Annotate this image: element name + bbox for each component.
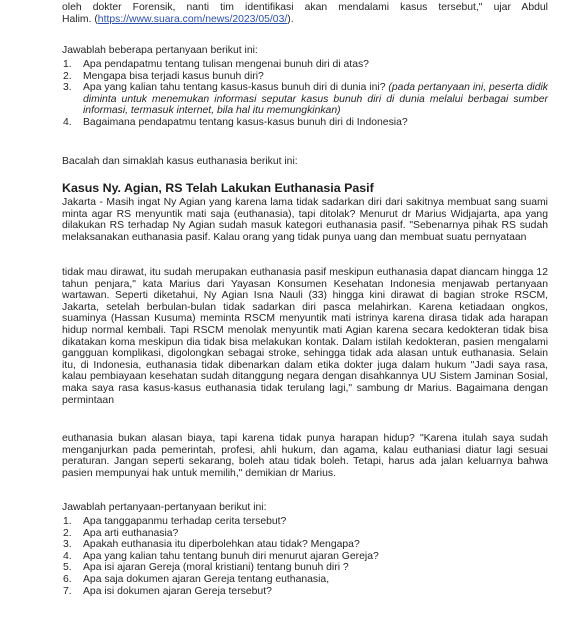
section1-prompt-text: Jawablah beberapa pertanyaan berikut ini:	[62, 45, 258, 56]
list-item	[62, 562, 548, 574]
source-link[interactable]: https://www.suara.com/news/2023/05/03/	[97, 13, 288, 25]
list-item	[62, 516, 548, 528]
question-text: Apakah euthanasia itu diperbolehkan atau tidak? Mengapa?	[83, 539, 360, 551]
list-item	[62, 574, 548, 586]
question-text: Apa saja dokumen ajaran Gereja tentang euthanasia,	[83, 573, 330, 585]
question-text: Apa arti euthanasia?	[83, 527, 179, 539]
section1-question-list	[62, 59, 548, 129]
question-text: Bagaimana pendapatmu tentang kasus-kasus bunuh diri di Indonesia?	[83, 116, 408, 128]
list-item	[62, 82, 548, 117]
list-item	[62, 539, 548, 551]
question-number: 6.	[63, 573, 72, 585]
question-text: Apa yang kalian tahu tentang kasus-kasus bunuh diri di dunia ini?	[83, 82, 386, 94]
article-paragraph-2	[62, 267, 548, 406]
question-text: Apa pendapatmu tentang tulisan mengenai bunuh diri di atas?	[83, 59, 369, 70]
question-text: Apa isi dokumen ajaran Gereja tersebut?	[83, 585, 272, 597]
question-number: 3.	[63, 82, 72, 94]
question-number: 2.	[63, 70, 72, 82]
section2-prompt	[62, 502, 548, 514]
intro-line-2-suffix: ).	[287, 13, 294, 25]
question-number: 4.	[63, 550, 72, 562]
question-number: 4.	[63, 116, 72, 128]
question-text: Mengapa bisa terjadi kasus bunuh diri?	[83, 70, 264, 82]
question-number: 1.	[63, 516, 72, 527]
article-title: Kasus Ny. Agian, RS Telah Lakukan Euthanasia Pasif	[62, 181, 374, 195]
intro-line-2	[62, 14, 548, 26]
section2-prompt-text: Jawablah pertanyaan-pertanyaan berikut ini:	[62, 502, 267, 513]
section1-prompt	[62, 45, 548, 57]
list-item	[62, 71, 548, 83]
reading-prompt-text: Bacalah dan simaklah kasus euthanasia berikut ini:	[62, 156, 298, 167]
intro-paragraph	[62, 2, 548, 25]
question-number: 3.	[63, 539, 72, 551]
question-number: 1.	[63, 59, 72, 70]
article-paragraph-2-text: tidak mau dirawat, itu sudah merupakan euthanasia pasif meskipun euthanasia dapat diancam hingga 12 tahun penjara," kata Marius dari Yayasan Konsumen Kesehatan Indonesia menjawab pertanyaan wartawan. Seperti diketahui, Ny Agian Isna Nauli (33) hingga kini dirawat di bagian stroke RSCM, Jakarta, setelah berbulan-bulan tidak sadarkan diri pasca melahirkan. Karena ketiadaan ongkos, suaminya (Hassan Kusuma) meminta RSCM menyuntik mati istrinya karena dirasa tidak ada harapan hidup normal kembali. Tapi RSCM menolak menyuntik mati Agian karena secara kedokteran tidak bisa dikatakan koma meskipun dia tidak bisa melakukan kontak. Dalam istilah kedokteran, pasien mengalami gangguan komplikasi, digolongkan sebagai stroke, sehingga tidak ada alasan untuk euthanasia. Selain itu, di Indonesia, euthanasia tidak dibenarkan dalam etika dokter juga dalam hukum "Jadi saya rasa, kalau pembiayaan kesehatan sudah ditanggung negara dengan disahkannya UU Sistem Jaminan Sosial, maka saya rasa kasus-kasus euthanasia tidak terulang lagi," sambung dr Marius. Bagaimana dengan permintaan	[62, 267, 548, 406]
question-number: 5.	[63, 562, 72, 574]
question-text: Apa yang kalian tahu tentang bunuh diri menurut ajaran Gereja?	[83, 550, 379, 562]
question-number: 2.	[63, 527, 72, 539]
intro-line-2-prefix: Halim. (	[62, 13, 98, 25]
article-paragraph-1-text: Jakarta - Masih ingat Ny Agian yang karena lama tidak sadarkan diri dari sakitnya membuat sang suami minta agar RS menyuntik mati saja (euthanasia), tapi ditolak? Menurut dr Marius Widjajarta, apa yang dilakukan RS terhadap Ny Agian sudah masuk kategori euthanasia pasif. "Sebenarnya pihak RS sudah melaksanakan euthanasia pasif. Kalau orang yang tidak punya uang dan membuat suatu pernyataan	[62, 197, 548, 243]
list-item	[62, 528, 548, 540]
question-number: 7.	[63, 585, 72, 597]
article-paragraph-3-text: euthanasia bukan alasan biaya, tapi karena tidak punya harapan hidup? "Karena itulah saya sudah menganjurkan pada pemerintah, profesi, ahli hukum, dan agama, kalau euthaniasi diatur lagi sesuai peraturan. Jangan seperti sekarang, boleh atau tidak boleh. Tetapi, harus ada jalan keluarnya bahwa pasien mempunyai hak untuk memilih," demikian dr Marius.	[62, 433, 548, 479]
list-item	[62, 586, 548, 598]
list-item	[62, 117, 548, 129]
article-paragraph-1	[62, 197, 548, 243]
intro-line-1: oleh dokter Forensik, nanti tim identifikasi akan mendalami kasus tersebut," ujar Abdul	[62, 2, 548, 13]
article-paragraph-3	[62, 433, 548, 479]
list-item	[62, 551, 548, 563]
question-text: Apa tanggapanmu terhadap cerita tersebut?	[83, 516, 287, 527]
section2-question-list	[62, 516, 548, 597]
reading-prompt	[62, 156, 548, 168]
question-text: Apa isi ajaran Gereja (moral kristiani) tentang bunuh diri ?	[83, 562, 349, 574]
list-item	[62, 59, 548, 71]
question-note: (pada pertanyaan ini, peserta didik diminta untuk menemukan informasi seputar kasus bunuh diri di dunia melalui berbagai sumber informasi, termasuk internet, bila hal itu memungkinkan)	[83, 82, 548, 117]
